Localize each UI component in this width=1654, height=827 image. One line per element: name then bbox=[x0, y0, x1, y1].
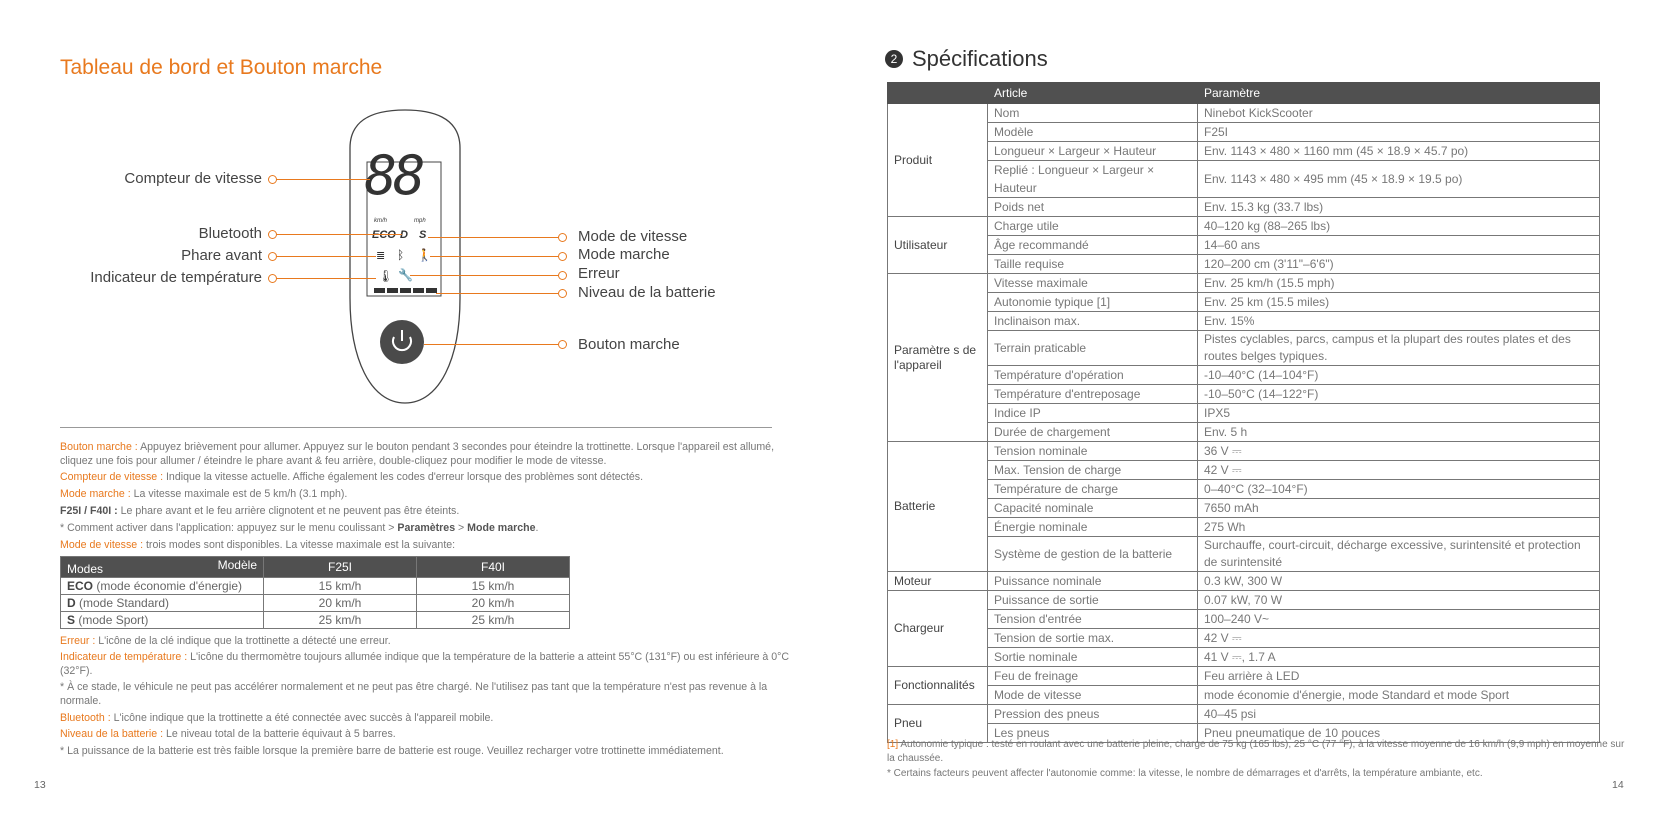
callout-dot bbox=[558, 340, 567, 349]
unit-mph: mph bbox=[414, 218, 426, 224]
spec-value: Env. 5 h bbox=[1198, 423, 1600, 442]
spec-row bbox=[888, 142, 1600, 161]
bluetooth-icon: ᛒ bbox=[397, 248, 405, 262]
spec-value: Ninebot KickScooter bbox=[1198, 104, 1600, 123]
spec-article: Replié : Longueur × Largeur × Hauteur bbox=[988, 161, 1198, 198]
spec-row bbox=[888, 161, 1600, 198]
spec-row bbox=[888, 293, 1600, 312]
callout-line bbox=[276, 234, 402, 235]
spec-article: Les pneus bbox=[988, 724, 1198, 743]
spec-row bbox=[888, 217, 1600, 236]
callout-power-button: Bouton marche bbox=[578, 336, 680, 353]
callout-dot bbox=[558, 271, 567, 280]
spec-header-blank bbox=[888, 83, 988, 104]
desc-battery-note: * La puissance de la batterie est très faible lorsque la première barre de batterie est rouge. Veuillez recharger votre trottinette immédiatement. bbox=[60, 745, 724, 757]
page-number-left: 13 bbox=[34, 779, 46, 791]
desc-battery: Niveau de la batterie : Le niveau total de la batterie équivaut à 5 barres. bbox=[60, 728, 396, 740]
spec-group-label: Pneu bbox=[888, 705, 988, 743]
spec-row bbox=[888, 518, 1600, 537]
spec-article: Sortie nominale bbox=[988, 648, 1198, 667]
desc-speedometer: Compteur de vitesse : Indique la vitesse actuelle. Affiche également les codes d'erreur lorsque des problèmes sont détectés. bbox=[60, 471, 644, 483]
spec-row bbox=[888, 705, 1600, 724]
spec-article: Terrain praticable bbox=[988, 331, 1198, 366]
spec-row bbox=[888, 629, 1600, 648]
spec-row bbox=[888, 572, 1600, 591]
spec-group-label: Fonctionnalités bbox=[888, 667, 988, 705]
desc-temperature-note: * À ce stade, le véhicule ne peut pas accélérer normalement et ne peut pas être chargé. Ne l'utilisez pas tant que la température n'est pas revenue à la normale. bbox=[60, 681, 768, 707]
spec-row bbox=[888, 686, 1600, 705]
spec-article: Puissance de sortie bbox=[988, 591, 1198, 610]
spec-group-label: Paramètre s de l'appareil bbox=[888, 274, 988, 442]
spec-article: Autonomie typique [1] bbox=[988, 293, 1198, 312]
desc-f25-f40: F25I / F40I : Le phare avant et le feu arrière clignotent et ne peuvent pas être éteints. bbox=[60, 505, 460, 517]
spec-article: Mode de vitesse bbox=[988, 686, 1198, 705]
spec-article: Charge utile bbox=[988, 217, 1198, 236]
spec-group-label: Produit bbox=[888, 104, 988, 217]
spec-value: Pneu pneumatique de 10 pouces bbox=[1198, 724, 1600, 743]
spec-row bbox=[888, 274, 1600, 293]
table-row: ECO (mode économie d'énergie) 15 km/h 15 km/h bbox=[61, 578, 570, 595]
callout-line bbox=[276, 256, 376, 257]
desc-error: Erreur : L'icône de la clé indique que la trottinette a détecté une erreur. bbox=[60, 635, 391, 647]
desc-app: * Comment activer dans l'application: appuyez sur le menu coulissant > Paramètres > Mode marche. bbox=[60, 522, 539, 534]
spec-row bbox=[888, 236, 1600, 255]
spec-group-label: Chargeur bbox=[888, 591, 988, 667]
callout-bluetooth: Bluetooth bbox=[198, 225, 262, 242]
spec-article: Âge recommandé bbox=[988, 236, 1198, 255]
battery-bar-1 bbox=[374, 288, 385, 293]
spec-value: 120–200 cm (3'11"–6'6") bbox=[1198, 255, 1600, 274]
spec-header-param: Paramètre bbox=[1198, 83, 1600, 104]
mode-d: D bbox=[400, 229, 408, 241]
table-row: S (mode Sport) 25 km/h 25 km/h bbox=[61, 612, 570, 629]
spec-row bbox=[888, 591, 1600, 610]
callout-line bbox=[424, 344, 558, 345]
spec-row bbox=[888, 123, 1600, 142]
mode-eco: ECO bbox=[372, 229, 396, 241]
spec-value: 0.3 kW, 300 W bbox=[1198, 572, 1600, 591]
spec-article: Tension d'entrée bbox=[988, 610, 1198, 629]
spec-group-label: Moteur bbox=[888, 572, 988, 591]
spec-value: 42 V ⎓ bbox=[1198, 629, 1600, 648]
spec-value: Env. 1143 × 480 × 495 mm (45 × 18.9 × 19.5 po) bbox=[1198, 161, 1600, 198]
spec-value: 40–120 kg (88–265 lbs) bbox=[1198, 217, 1600, 236]
spec-row bbox=[888, 480, 1600, 499]
spec-value: Surchauffe, court-circuit, décharge excessive, surintensité et protection de surintensité bbox=[1198, 537, 1600, 572]
callout-line bbox=[428, 237, 558, 238]
spec-value: 36 V ⎓ bbox=[1198, 442, 1600, 461]
spec-row bbox=[888, 385, 1600, 404]
spec-article: Poids net bbox=[988, 198, 1198, 217]
spec-article: Tension nominale bbox=[988, 442, 1198, 461]
callout-dot bbox=[558, 252, 567, 261]
page-right bbox=[827, 0, 1654, 827]
spec-title: Spécifications bbox=[912, 46, 1048, 71]
spec-article: Feu de freinage bbox=[988, 667, 1198, 686]
spec-group-label: Utilisateur bbox=[888, 217, 988, 274]
spec-table bbox=[887, 82, 1600, 743]
page-number-right: 14 bbox=[1612, 779, 1624, 791]
callout-line bbox=[430, 256, 558, 257]
desc-walk-mode: Mode marche : La vitesse maximale est de 5 km/h (3.1 mph). bbox=[60, 488, 348, 500]
spec-row bbox=[888, 312, 1600, 331]
spec-value: 100–240 V~ bbox=[1198, 610, 1600, 629]
spec-article: Max. Tension de charge bbox=[988, 461, 1198, 480]
spec-row bbox=[888, 610, 1600, 629]
spec-value: Env. 1143 × 480 × 1160 mm (45 × 18.9 × 45.7 po) bbox=[1198, 142, 1600, 161]
spec-article: Nom bbox=[988, 104, 1198, 123]
desc-bluetooth: Bluetooth : L'icône indique que la trottinette a été connectée avec succès à l'appareil mobile. bbox=[60, 712, 494, 724]
section-number-badge: 2 bbox=[885, 50, 903, 68]
spec-article: Pression des pneus bbox=[988, 705, 1198, 724]
spec-row bbox=[888, 461, 1600, 480]
spec-value: 14–60 ans bbox=[1198, 236, 1600, 255]
spec-article: Tension de sortie max. bbox=[988, 629, 1198, 648]
spec-article: Inclinaison max. bbox=[988, 312, 1198, 331]
callout-headlight: Phare avant bbox=[181, 247, 262, 264]
spec-value: 40–45 psi bbox=[1198, 705, 1600, 724]
spec-row bbox=[888, 331, 1600, 366]
headlight-icon: ≣ bbox=[376, 250, 386, 262]
spec-row bbox=[888, 537, 1600, 572]
thermometer-icon: 🌡 bbox=[378, 269, 394, 283]
spec-value: Env. 15% bbox=[1198, 312, 1600, 331]
spec-article: Température d'opération bbox=[988, 366, 1198, 385]
dashboard-title: Tableau de bord et Bouton marche bbox=[60, 56, 383, 79]
modes-table bbox=[60, 556, 570, 629]
spec-value: 42 V ⎓ bbox=[1198, 461, 1600, 480]
spec-value: F25I bbox=[1198, 123, 1600, 142]
spec-value: mode économie d'énergie, mode Standard et mode Sport bbox=[1198, 686, 1600, 705]
spec-value: 0–40°C (32–104°F) bbox=[1198, 480, 1600, 499]
spec-article: Capacité nominale bbox=[988, 499, 1198, 518]
spec-value: Feu arrière à LED bbox=[1198, 667, 1600, 686]
walk-icon: 🚶 bbox=[417, 248, 432, 262]
spec-value: 7650 mAh bbox=[1198, 499, 1600, 518]
callout-dot bbox=[558, 289, 567, 298]
spec-row bbox=[888, 404, 1600, 423]
callout-line bbox=[276, 278, 376, 279]
spec-value: Env. 25 km (15.5 miles) bbox=[1198, 293, 1600, 312]
callout-battery: Niveau de la batterie bbox=[578, 284, 716, 301]
spec-row bbox=[888, 255, 1600, 274]
spec-value: -10–50°C (14–122°F) bbox=[1198, 385, 1600, 404]
spec-article: Système de gestion de la batterie bbox=[988, 537, 1198, 572]
spec-row bbox=[888, 442, 1600, 461]
spec-value: 0.07 kW, 70 W bbox=[1198, 591, 1600, 610]
modes-header-cell: Modes Modèle bbox=[61, 557, 264, 578]
callout-speed-mode: Mode de vitesse bbox=[578, 228, 688, 245]
spec-value: Env. 15.3 kg (33.7 lbs) bbox=[1198, 198, 1600, 217]
spec-heading bbox=[885, 46, 1048, 72]
callout-line bbox=[276, 179, 370, 180]
battery-bar-3 bbox=[400, 288, 411, 293]
spec-article: Longueur × Largeur × Hauteur bbox=[988, 142, 1198, 161]
spec-row bbox=[888, 198, 1600, 217]
spec-article: Puissance nominale bbox=[988, 572, 1198, 591]
spec-value: 275 Wh bbox=[1198, 518, 1600, 537]
divider bbox=[60, 427, 772, 428]
callout-walk-mode: Mode marche bbox=[578, 246, 670, 263]
desc-temperature: Indicateur de température : L'icône du thermomètre toujours allumée indique que la température de la batterie a atteint 55°C (131°F) ou est inférieure à 0°C (32°F). bbox=[60, 651, 790, 677]
spec-article: Modèle bbox=[988, 123, 1198, 142]
spec-value: Env. 25 km/h (15.5 mph) bbox=[1198, 274, 1600, 293]
wrench-icon: 🔧 bbox=[398, 268, 413, 282]
spec-value: IPX5 bbox=[1198, 404, 1600, 423]
spec-article: Vitesse maximale bbox=[988, 274, 1198, 293]
callout-line bbox=[410, 275, 558, 276]
footnote-2: * Certains facteurs peuvent affecter l'autonomie comme: la vitesse, le nombre de démarrages et d'arrêts, la température ambiante, etc. bbox=[887, 768, 1483, 779]
spec-header-article: Article bbox=[988, 83, 1198, 104]
spec-article: Énergie nominale bbox=[988, 518, 1198, 537]
spec-article: Indice IP bbox=[988, 404, 1198, 423]
desc-speed-mode: Mode de vitesse : trois modes sont disponibles. La vitesse maximale est la suivante: bbox=[60, 539, 456, 551]
spec-value: 41 V ⎓, 1.7 A bbox=[1198, 648, 1600, 667]
spec-row bbox=[888, 499, 1600, 518]
spec-row bbox=[888, 104, 1600, 123]
battery-bar-4 bbox=[413, 288, 424, 293]
power-button-shape bbox=[380, 320, 424, 364]
unit-kmh: km/h bbox=[374, 218, 388, 224]
spec-row bbox=[888, 423, 1600, 442]
spec-group-label: Batterie bbox=[888, 442, 988, 572]
callout-error: Erreur bbox=[578, 265, 620, 282]
spec-article: Durée de chargement bbox=[988, 423, 1198, 442]
desc-power: Bouton marche : Appuyez brièvement pour allumer. Appuyez sur le bouton pendant 3 secondes pour éteindre la trottinette. Lorsque l'appareil est allumé, cliquez une fois pour allumer / éteindre le phare avant & feu arrière, double-cliquez pour modifier le mode de vitesse. bbox=[60, 441, 775, 467]
speed-digits: 88 bbox=[364, 144, 422, 207]
callout-speedometer: Compteur de vitesse bbox=[124, 170, 262, 187]
spec-row bbox=[888, 366, 1600, 385]
callout-dot bbox=[558, 233, 567, 242]
col-f40i: F40I bbox=[417, 557, 570, 578]
spec-article: Taille requise bbox=[988, 255, 1198, 274]
spec-row bbox=[888, 667, 1600, 686]
callout-line bbox=[436, 293, 558, 294]
spec-row bbox=[888, 648, 1600, 667]
spec-value: Pistes cyclables, parcs, campus et la plupart des routes plates et des routes belges typiques. bbox=[1198, 331, 1600, 366]
mode-s: S bbox=[419, 229, 427, 241]
spec-article: Température d'entreposage bbox=[988, 385, 1198, 404]
footnote-1: [1] Autonomie typique : testé en roulant avec une batterie pleine, charge de 75 kg (165 lbs), 25 °C (77 °F), à la vitesse moyenne de 16 km/h (9,9 mph) en moyenne sur la chaussée. bbox=[887, 739, 1625, 764]
table-row: D (mode Standard) 20 km/h 20 km/h bbox=[61, 595, 570, 612]
callout-temperature: Indicateur de température bbox=[90, 269, 262, 286]
col-f25i: F25I bbox=[264, 557, 417, 578]
battery-bar-2 bbox=[387, 288, 398, 293]
spec-article: Température de charge bbox=[988, 480, 1198, 499]
spec-value: -10–40°C (14–104°F) bbox=[1198, 366, 1600, 385]
